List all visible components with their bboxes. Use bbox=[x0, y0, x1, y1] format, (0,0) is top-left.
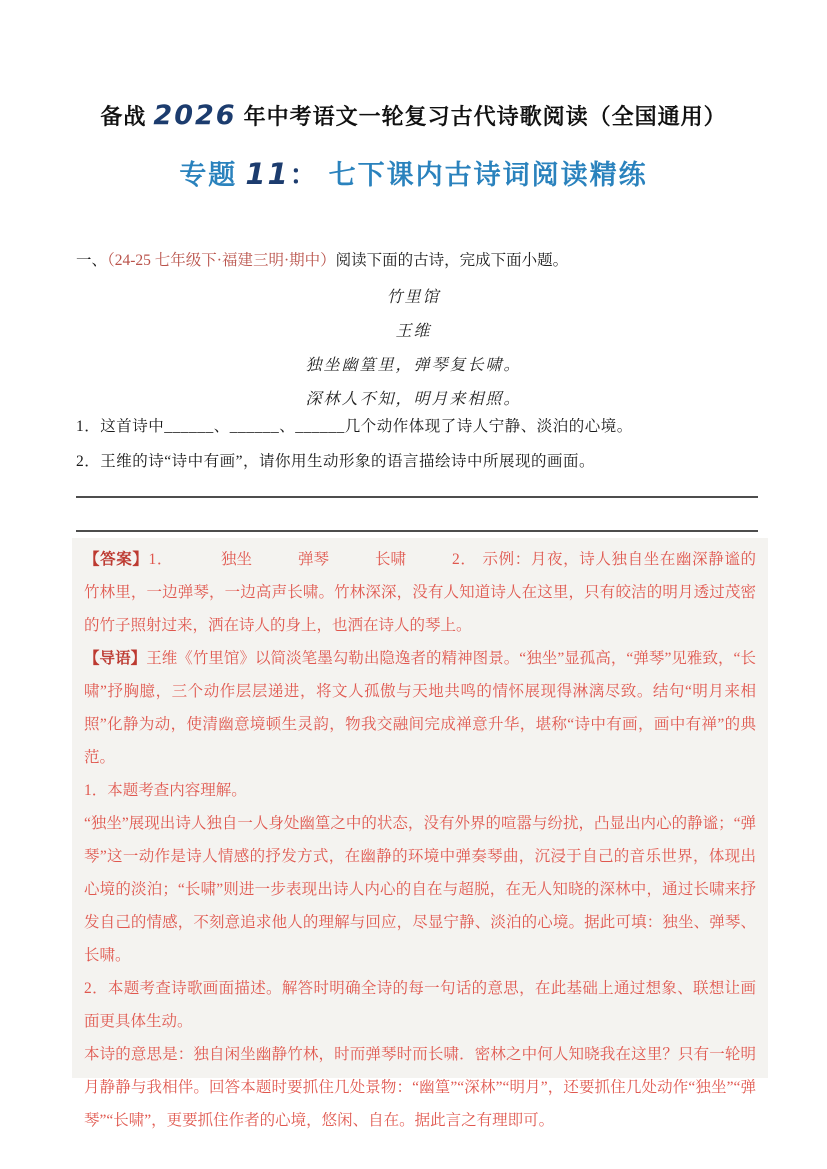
title-suffix: 年中考语文一轮复习古代诗歌阅读（全国通用） bbox=[243, 104, 727, 129]
subtitle-prefix: 专题 bbox=[179, 160, 238, 190]
title-prefix: 备战 bbox=[100, 104, 147, 129]
answer-q1-num: 1． bbox=[148, 551, 173, 568]
subtitle-text: 七下课内古诗词阅读精练 bbox=[328, 160, 648, 190]
question-1: 1．这首诗中______、______、______几个动作体现了诗人宁静、淡泊的心境。 bbox=[76, 418, 633, 435]
section-intro: 阅读下面的古诗，完成下面小题。 bbox=[335, 252, 569, 269]
poem-author: 王维 bbox=[395, 323, 432, 340]
answer-q1-item: 独坐 bbox=[220, 551, 252, 568]
analysis-2-text: 本诗的意思是：独自闲坐幽静竹林，时而弹琴时而长啸．密林之中何人知晓我在这里？只有一轮明月静静与我相伴。回答本题时要抓住几处景物：“幽篁”“深林”“明月”，还要抓住几处动作“独坐”“弹琴”“长啸”，更要抓住作者的心境，悠闲、自在。据此言之有理即可。 bbox=[84, 1046, 756, 1129]
guide-text: 王维《竹里馆》以简淡笔墨勾勒出隐逸者的精神图景。“独坐”显孤高，“弹琴”见雅致，“长啸”抒胸臆，三个动作层层递进，将文人孤傲与天地共鸣的情怀展现得淋漓尽致。结句“明月来相照”化静为动，使清幽意境顿生灵韵，物我交融间完成禅意升华，堪称“诗中有画，画中有禅”的典范。 bbox=[84, 650, 756, 766]
title-year: 2026 bbox=[153, 100, 237, 131]
answer-q2-num: 2． bbox=[452, 551, 477, 568]
analysis-1-text: “独坐”展现出诗人独自一人身处幽篁之中的状态，没有外界的喧嚣与纷扰，凸显出内心的静谧；“弹琴”这一动作是诗人情感的抒发方式，在幽静的环境中弹奏琴曲，沉浸于自己的音乐世界，体现出心境的淡泊；“长啸”则进一步表现出诗人内心的自在与超脱，在无人知晓的深林中，通过长啸来抒发自己的情感，不刻意追求他人的理解与回应，尽显宁静、淡泊的心境。据此可填：独坐、弹琴、长啸。 bbox=[84, 815, 756, 964]
question-section-header bbox=[76, 250, 767, 272]
section-ordinal: 一、 bbox=[76, 252, 108, 269]
question-2: 2．王维的诗“诗中有画”，请你用生动形象的语言描绘诗中所展现的画面。 bbox=[76, 453, 596, 470]
exam-source: （24-25 七年级下·福建三明·期中） bbox=[107, 252, 336, 269]
guide-label: 【导语】 bbox=[84, 650, 147, 667]
topic-subtitle bbox=[0, 153, 827, 192]
poem-line: 深林人不知，明月来相照。 bbox=[305, 391, 522, 408]
answer-q1-item: 长啸 bbox=[375, 551, 407, 568]
subtitle-colon: ： bbox=[289, 160, 319, 190]
page-title bbox=[0, 100, 827, 131]
analysis-1-title: 1．本题考查内容理解。 bbox=[84, 782, 247, 799]
poem-line: 独坐幽篁里，弹琴复长啸。 bbox=[305, 357, 522, 374]
guide-paragraph bbox=[84, 642, 756, 774]
answer-rule-line-2 bbox=[76, 530, 758, 532]
answer-rule-line-1 bbox=[76, 496, 758, 498]
answer-paragraph bbox=[84, 543, 756, 642]
answer-block bbox=[72, 538, 768, 1129]
subtitle-number: 11 bbox=[245, 157, 290, 191]
answer-label: 【答案】 bbox=[84, 551, 149, 568]
analysis-2-title: 2．本题考查诗歌画面描述。解答时明确全诗的每一句话的意思，在此基础上通过想象、联想让画面更具体生动。 bbox=[84, 980, 756, 1030]
answer-q2-text: 示例：月夜，诗人独自坐在幽深静谧的竹林里，一边弹琴，一边高声长啸。竹林深深，没有人知道诗人在这里，只有皎洁的明月透过茂密的竹子照射过来，洒在诗人的身上，也洒在诗人的琴上。 bbox=[84, 551, 756, 634]
answer-q1-item: 弹琴 bbox=[298, 551, 330, 568]
poem-title: 竹里馆 bbox=[386, 289, 441, 306]
